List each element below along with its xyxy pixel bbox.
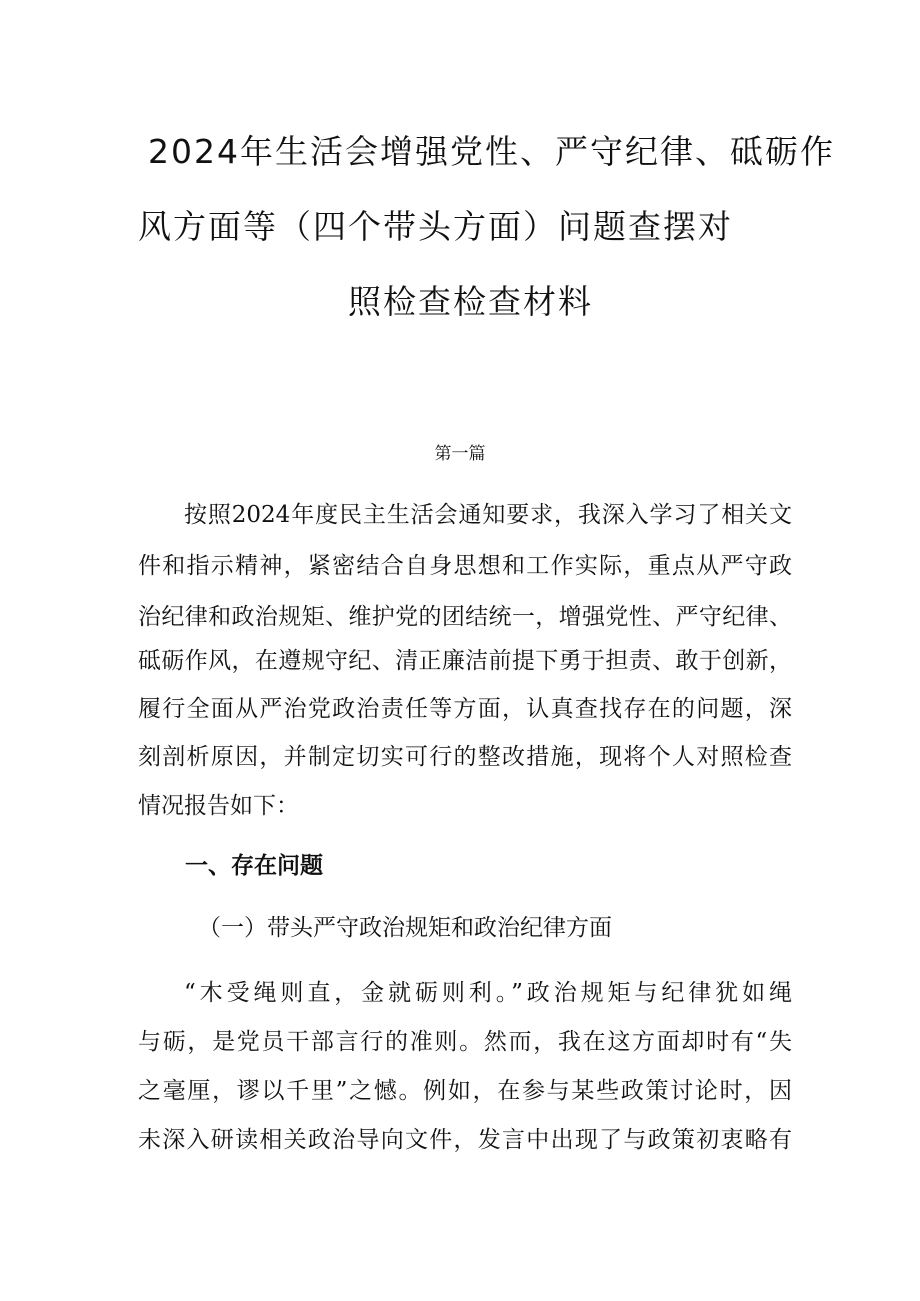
subheading-political-discipline: （一）带头严守政治规矩和政治纪律方面 (198, 915, 612, 941)
body-paragraph-line: “木受绳则直，金就砺则利。”政治规矩与纪律犹如绳 (184, 980, 792, 1006)
intro-paragraph-line: 按照2024年度民主生活会通知要求，我深入学习了相关文 (184, 502, 792, 528)
intro-paragraph-line: 件和指示精神，紧密结合自身思想和工作实际，重点从严守政 (138, 553, 792, 579)
body-paragraph-line: 未深入研读相关政治导向文件，发言中出现了与政策初衷略有 (138, 1127, 792, 1153)
intro-paragraph-line: 治纪律和政治规矩、维护党的团结统一，增强党性、严守纪律、 (138, 604, 792, 630)
intro-paragraph-line: 履行全面从严治党政治责任等方面，认真查找存在的问题，深 (138, 696, 792, 722)
intro-paragraph-line: 刻剖析原因，并制定切实可行的整改措施，现将个人对照检查 (138, 744, 792, 770)
body-paragraph-line: 与砺，是党员干部言行的准则。然而，我在这方面却时有“失 (138, 1029, 792, 1055)
body-paragraph-line: 之毫厘，谬以千里”之憾。例如，在参与某些政策讨论时，因 (138, 1078, 792, 1104)
intro-paragraph-line: 砥砺作风，在遵规守纪、清正廉洁前提下勇于担责、敢于创新， (138, 648, 792, 674)
document-title-line-3: 照检查检查材料 (348, 282, 593, 321)
section-label: 第一篇 (434, 444, 486, 464)
document-title-line-2: 风方面等（四个带头方面）问题查摆对 (138, 207, 733, 246)
intro-paragraph-line: 情况报告如下： (138, 793, 299, 819)
document-title-line-1: 2024年生活会增强党性、严守纪律、砥砺作 (148, 132, 835, 171)
heading-existing-problems: 一、存在问题 (185, 853, 323, 879)
